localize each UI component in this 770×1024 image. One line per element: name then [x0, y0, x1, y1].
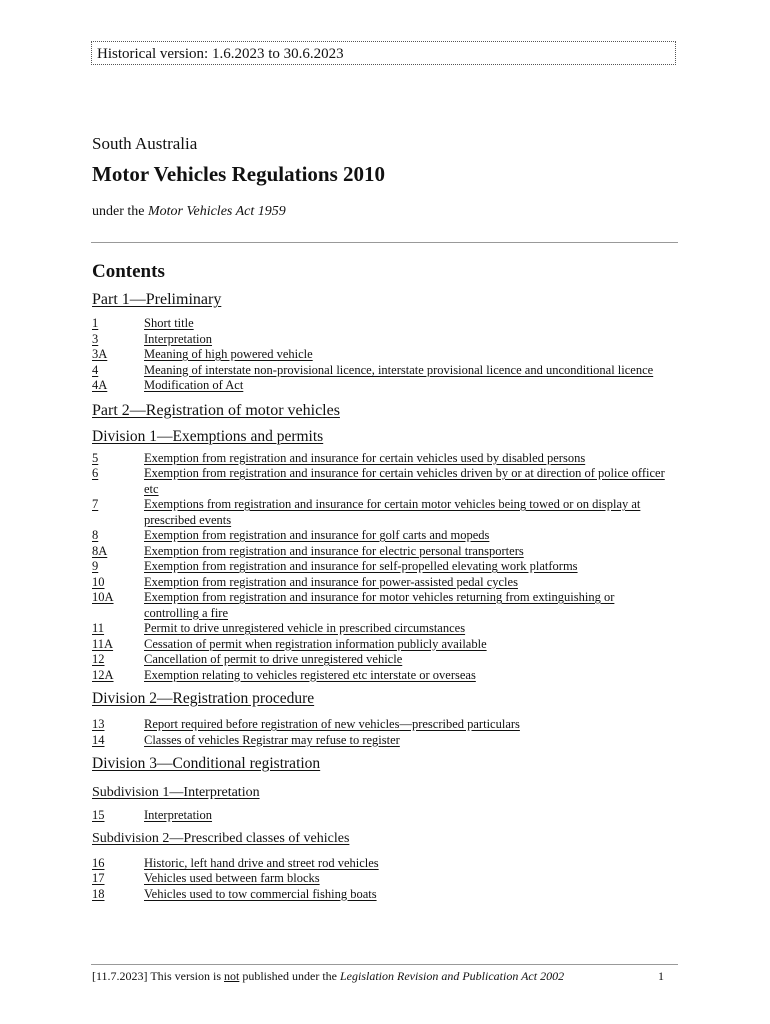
toc-entry-title: Exemption from registration and insurance for certain vehicles used by disabled persons	[144, 450, 586, 465]
toc-entry-number: 8	[92, 528, 99, 542]
toc-entry[interactable]	[92, 621, 682, 637]
toc-part-heading-text: Part 1—Preliminary	[92, 291, 222, 308]
toc-entry-number: 9	[92, 559, 99, 573]
footer-text-after: published under the	[239, 969, 340, 983]
toc-entry[interactable]	[92, 871, 682, 887]
toc-entry-number: 10	[92, 574, 105, 589]
toc-entry[interactable]	[92, 316, 682, 332]
footer-text-before: This version is	[147, 969, 224, 983]
historical-version-text: Historical version: 1.6.2023 to 30.6.2023	[97, 46, 344, 62]
toc-entry[interactable]	[92, 808, 682, 824]
page-footer	[92, 969, 664, 984]
toc-entry-number: 11	[92, 621, 105, 635]
toc-entry-title: Exemptions from registration and insurance for certain motor vehicles being towed or on display at prescribed events	[144, 497, 641, 527]
toc-division-heading-text: Division 2—Registration procedure	[92, 690, 315, 707]
toc-entry[interactable]	[92, 544, 682, 560]
toc-entry[interactable]	[92, 590, 682, 621]
contents-heading: Contents	[92, 261, 165, 282]
toc-entry[interactable]	[92, 856, 682, 872]
toc-entry[interactable]	[92, 378, 682, 394]
under-prefix: under the	[92, 204, 148, 219]
toc-entry-number: 6	[92, 466, 99, 480]
toc-entry-title: Vehicles used between farm blocks	[144, 871, 320, 885]
footer-not: not	[224, 969, 240, 983]
toc-entry-title: Exemption relating to vehicles registered etc interstate or overseas	[144, 667, 476, 682]
toc-entry[interactable]	[92, 559, 682, 575]
toc-entry-title: Exemption from registration and insurance for motor vehicles returning from extinguishing or controlling a fire	[144, 590, 615, 620]
toc-division-heading-text: Division 1—Exemptions and permits	[92, 427, 324, 445]
toc-subdivision-heading[interactable]	[92, 830, 682, 848]
toc-entry-number: 3A	[92, 347, 108, 361]
toc-division-heading[interactable]	[92, 689, 682, 709]
toc-entry-title: Short title	[144, 316, 194, 330]
toc-entry[interactable]	[92, 528, 682, 544]
toc-entry-number: 18	[92, 886, 105, 901]
toc-entry-title: Exemption from registration and insurance for golf carts and mopeds	[144, 528, 490, 542]
toc-entry-number: 8A	[92, 543, 108, 558]
toc-entry[interactable]	[92, 668, 682, 684]
toc-part-heading[interactable]	[92, 401, 682, 421]
toc-entry[interactable]	[92, 347, 682, 363]
toc-entry-number: 13	[92, 717, 105, 731]
toc-entry[interactable]	[92, 332, 682, 348]
table-of-contents	[92, 290, 682, 902]
toc-subdivision-heading[interactable]	[92, 784, 682, 802]
toc-division-heading[interactable]	[92, 754, 682, 774]
page-number: 1	[658, 969, 664, 983]
toc-entry-title: Meaning of high powered vehicle	[144, 347, 313, 361]
toc-entry-number: 17	[92, 871, 105, 885]
toc-entry-number: 5	[92, 450, 99, 465]
toc-entry-title: Meaning of interstate non-provisional licence, interstate provisional licence and unconditional licence	[144, 362, 654, 377]
jurisdiction: South Australia	[92, 134, 198, 153]
toc-subdivision-heading-text: Subdivision 2—Prescribed classes of vehicles	[92, 830, 350, 846]
toc-entry[interactable]	[92, 717, 682, 733]
toc-entry-number: 7	[92, 497, 99, 511]
toc-entry-title: Interpretation	[144, 331, 213, 346]
toc-part-heading-text: Part 2—Registration of motor vehicles	[92, 401, 340, 419]
parent-act: Motor Vehicles Act 1959	[147, 204, 286, 219]
toc-entry-number: 1	[92, 316, 99, 330]
toc-entry-title: Historic, left hand drive and street rod vehicles	[144, 855, 379, 870]
footer-note	[92, 969, 564, 984]
historical-version-box	[91, 41, 676, 65]
toc-entry-title: Modification of Act	[144, 378, 244, 392]
toc-entry-title: Exemption from registration and insurance for self-propelled elevating work platforms	[144, 559, 578, 573]
toc-entry-number: 4A	[92, 378, 108, 392]
regulation-title: Motor Vehicles Regulations 2010	[92, 162, 386, 186]
toc-subdivision-heading-text: Subdivision 1—Interpretation	[92, 785, 260, 800]
footer-date: [11.7.2023]	[92, 969, 148, 983]
toc-entry-title: Interpretation	[144, 808, 213, 822]
toc-division-heading-text: Division 3—Conditional registration	[92, 755, 321, 772]
toc-entry-title: Cancellation of permit to drive unregistered vehicle	[144, 652, 403, 666]
toc-entry-number: 11A	[92, 636, 114, 651]
toc-entry-number: 14	[92, 732, 105, 747]
toc-entry-title: Exemption from registration and insurance for power-assisted pedal cycles	[144, 574, 518, 589]
toc-entry-title: Exemption from registration and insurance for certain vehicles driven by or at direction of police officer etc	[144, 466, 665, 496]
toc-entry-number: 10A	[92, 590, 114, 604]
toc-entry[interactable]	[92, 887, 682, 903]
toc-entry-title: Vehicles used to tow commercial fishing boats	[144, 886, 377, 901]
toc-entry-title: Exemption from registration and insurance for electric personal transporters	[144, 543, 524, 558]
toc-part-heading[interactable]	[92, 290, 682, 310]
toc-entry-number: 16	[92, 855, 105, 870]
toc-division-heading[interactable]	[92, 427, 682, 447]
toc-entry-title: Permit to drive unregistered vehicle in prescribed circumstances	[144, 621, 466, 635]
toc-entry[interactable]	[92, 652, 682, 668]
footer-act: Legislation Revision and Publication Act 2002	[340, 969, 565, 983]
toc-entry-title: Classes of vehicles Registrar may refuse to register	[144, 732, 400, 747]
under-act-line	[92, 204, 286, 220]
toc-entry[interactable]	[92, 497, 682, 528]
toc-entry[interactable]	[92, 575, 682, 591]
toc-entry[interactable]	[92, 466, 682, 497]
toc-entry-number: 4	[92, 362, 99, 377]
toc-entry-title: Report required before registration of new vehicles—prescribed particulars	[144, 717, 520, 731]
footer-divider	[91, 964, 678, 965]
toc-entry[interactable]	[92, 451, 682, 467]
toc-entry-number: 15	[92, 808, 105, 822]
toc-entry-title: Cessation of permit when registration information publicly available	[144, 636, 487, 651]
toc-entry[interactable]	[92, 637, 682, 653]
toc-entry-number: 12A	[92, 667, 114, 682]
toc-entry-number: 12	[92, 652, 105, 666]
toc-entry-number: 3	[92, 331, 99, 346]
toc-entry[interactable]	[92, 363, 682, 379]
toc-entry[interactable]	[92, 733, 682, 749]
title-divider	[91, 242, 678, 243]
